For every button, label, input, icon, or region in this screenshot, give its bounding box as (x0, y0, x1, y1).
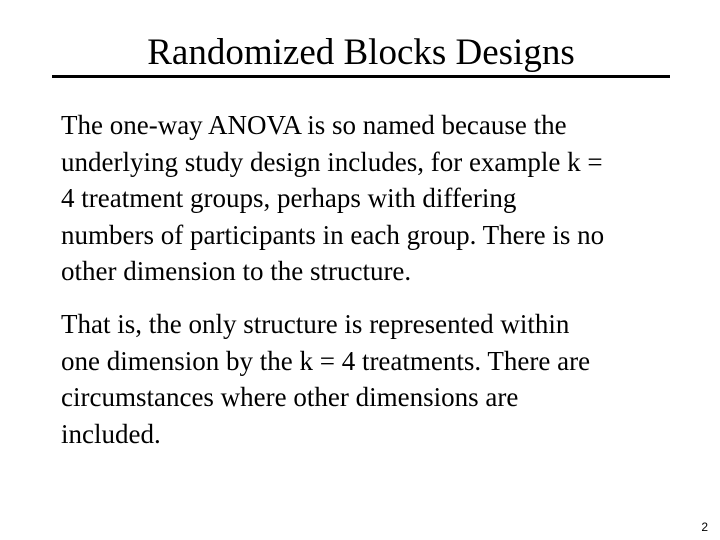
page-number: 2 (701, 520, 708, 534)
paragraph-2-line-4: included. (61, 418, 161, 449)
paragraph-1-line-1: The one-way ANOVA is so named because the (61, 110, 567, 140)
paragraph-1-line-4: numbers of participants in each group. There is no (61, 219, 605, 250)
paragraph-1-line-2: underlying study design includes, for example k = (61, 146, 603, 177)
title-underline (52, 75, 670, 78)
paragraph-2 (61, 306, 681, 452)
paragraph-1-line-3: 4 treatment groups, perhaps with differing (61, 183, 517, 213)
paragraph-2-line-2: one dimension by the k = 4 treatments. There are (61, 345, 591, 376)
paragraph-1 (61, 107, 681, 290)
slide-title: Randomized Blocks Designs (147, 32, 575, 73)
paragraph-1-line-5: other dimension to the structure. (61, 256, 412, 286)
paragraph-2-line-3: circumstances where other dimensions are (61, 382, 519, 412)
paragraph-2-line-1: That is, the only structure is represented within (61, 309, 570, 339)
